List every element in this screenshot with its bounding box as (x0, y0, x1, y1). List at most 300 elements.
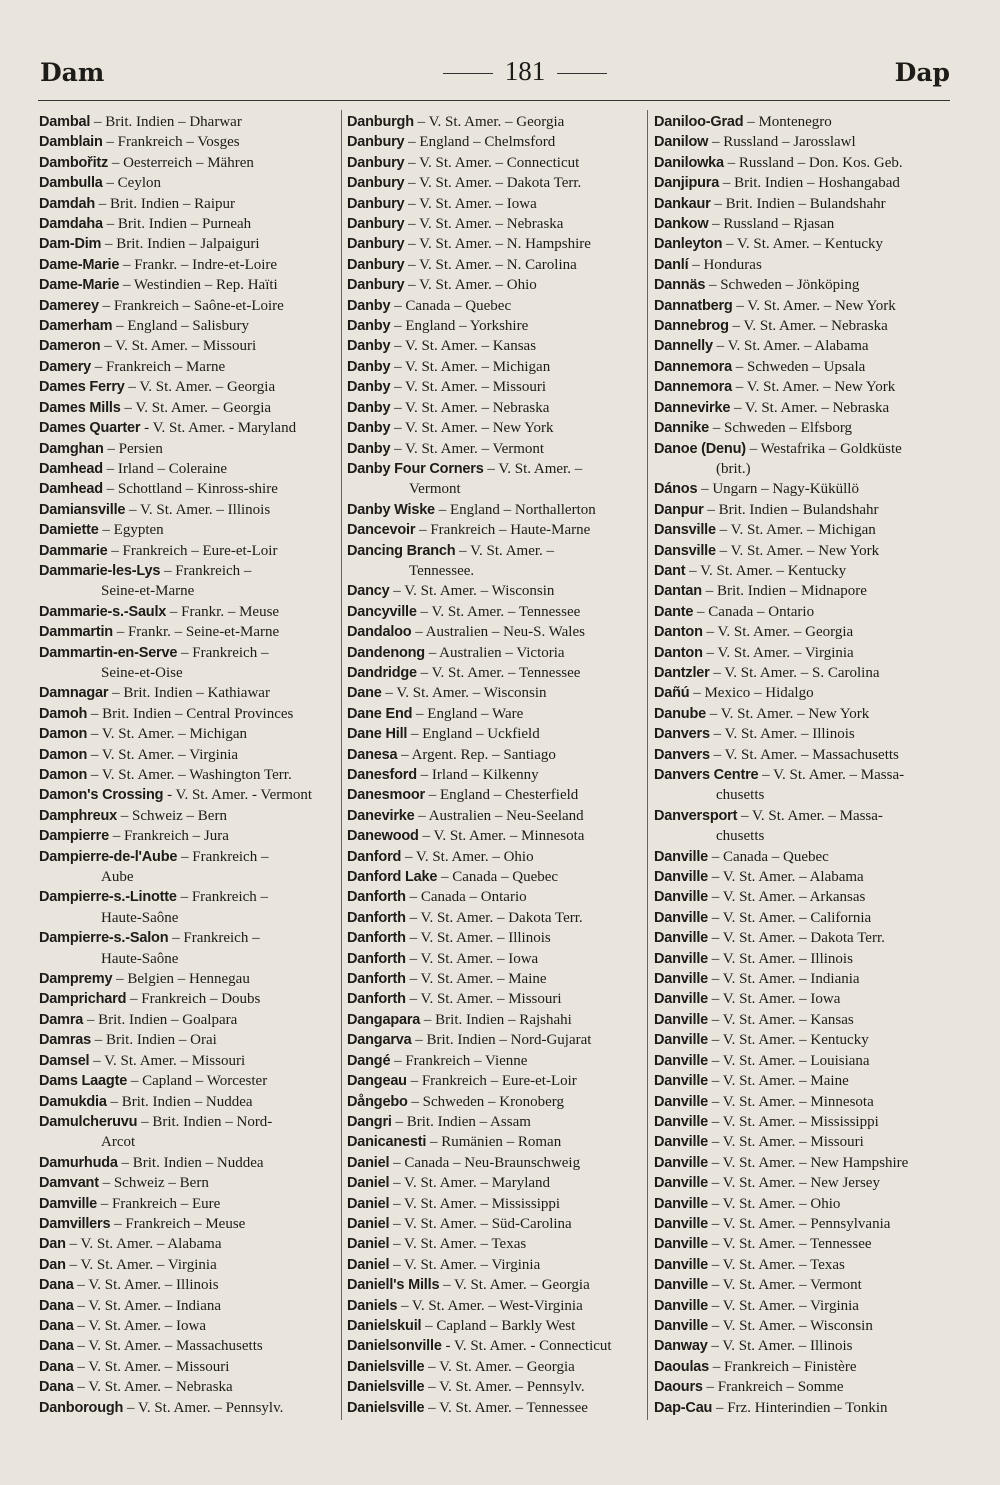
entry-location: – V. St. Amer. – Dakota Terr. (404, 175, 582, 192)
gazetteer-entry (654, 255, 954, 275)
gazetteer-entry (347, 1296, 647, 1316)
entry-location: – Irland – Kilkenny (416, 767, 539, 783)
entry-headword: Daniel (347, 1236, 390, 1253)
entry-headword: Dana (39, 1277, 74, 1294)
entry-headword: Daniels (347, 1297, 398, 1314)
gazetteer-entry (347, 418, 647, 438)
gazetteer-entry (347, 806, 647, 826)
entry-location: – V. St. Amer. – Illinois (405, 930, 551, 947)
gazetteer-entry (347, 785, 647, 805)
entry-headword: Damblain (39, 134, 103, 151)
entry-headword: Danbury (347, 175, 405, 192)
entry-headword: Dam-Dim (39, 236, 102, 253)
entry-location: – V. St. Amer. – Massachusetts (709, 746, 899, 763)
entry-headword: Danlí (654, 256, 689, 273)
entry-location: – V. St. Amer. – Tennessee (416, 664, 581, 681)
entry-location: – V. St. Amer. – N. Carolina (404, 256, 577, 273)
entry-location: – V. St. Amer. – New York (705, 705, 870, 722)
gazetteer-entry (347, 847, 647, 867)
entry-location: – V. St. Amer. – Mississippi (389, 1195, 561, 1212)
entry-headword: Dannemora (654, 358, 732, 375)
entry-location: – Canada – Quebec (437, 869, 559, 886)
entry-location: – Frankr. – Meuse (166, 603, 280, 620)
entry-headword: Danforth (347, 950, 406, 967)
column-divider (647, 110, 648, 1420)
gazetteer-entry (654, 357, 954, 377)
gazetteer-entry (347, 1092, 647, 1112)
gazetteer-entry (654, 439, 954, 480)
entry-location: – V. St. Amer. – Missouri (89, 1052, 246, 1069)
entry-location: – V. St. Amer. – Tennessee (416, 603, 581, 620)
entry-headword: Danforth (347, 991, 406, 1008)
entry-headword: Danforth (347, 889, 406, 906)
entry-headword: Dames Mills (39, 399, 121, 416)
entry-headword: Danville (654, 1175, 709, 1192)
entry-location: – Frankreich – Eure-et-Loir (406, 1073, 577, 1090)
entry-headword: Dankow (654, 216, 709, 233)
gazetteer-entry (39, 1010, 339, 1030)
entry-headword: Danforth (347, 930, 406, 947)
entry-headword: Danville (654, 1297, 709, 1314)
gazetteer-entry (347, 214, 647, 234)
entry-location: – Australien – Neu-Seeland (414, 807, 584, 824)
gazetteer-entry (347, 153, 647, 173)
entry-headword: Danville (654, 930, 709, 947)
gazetteer-entry (654, 398, 954, 418)
gazetteer-entry (654, 949, 954, 969)
gazetteer-entry (654, 847, 954, 867)
gazetteer-entry (347, 1010, 647, 1030)
entry-location: - V. St. Amer. - Vermont (163, 787, 313, 804)
entry-headword: Daniloo-Grad (654, 114, 744, 130)
entry-continuation: Aube (101, 869, 134, 886)
gazetteer-entry (347, 1051, 647, 1071)
entry-location: – V. St. Amer. – (483, 460, 583, 477)
entry-location: – V. St. Amer. – Nebraska (404, 216, 564, 233)
entry-headword: Danbury (347, 256, 405, 273)
entry-headword: Dana (39, 1297, 74, 1314)
entry-headword: Dane (347, 685, 382, 702)
entry-headword: Dañú (654, 685, 690, 702)
entry-location: – V. St. Amer. – Kentucky (708, 1032, 869, 1049)
gazetteer-entry (347, 132, 647, 152)
column-divider (341, 110, 342, 1420)
entry-location: – V. St. Amer. – Illinois (709, 726, 855, 743)
entry-headword: Danville (654, 1195, 709, 1212)
entry-headword: Danville (654, 1113, 709, 1130)
gazetteer-entry (654, 1153, 954, 1173)
gazetteer-entry (654, 479, 954, 499)
gazetteer-entry (39, 132, 339, 152)
page-number: 181 (504, 56, 546, 86)
entry-headword: Dangarva (347, 1032, 412, 1049)
entry-location: – V. St. Amer. – Virginia (389, 1256, 541, 1273)
entry-location: – V. St. Amer. – Iowa (73, 1317, 207, 1334)
gazetteer-entry (347, 541, 647, 582)
entry-location: – V. St. Amer. – Missouri (73, 1358, 230, 1375)
gazetteer-entry (347, 1255, 647, 1275)
entry-headword: Damprichard (39, 991, 127, 1008)
entry-headword: Danville (654, 1277, 709, 1294)
entry-location: – England – Chesterfield (424, 787, 579, 804)
entry-location: - V. St. Amer. - Connecticut (441, 1338, 612, 1355)
gazetteer-entry (654, 234, 954, 254)
entry-location: – Schweiz – Bern (116, 807, 227, 824)
entry-headword: Danton (654, 644, 703, 661)
entry-location: – V. St. Amer. – Vermont (390, 440, 545, 457)
entry-headword: Danby Wiske (347, 501, 435, 518)
entry-headword: Danville (654, 1032, 709, 1049)
entry-continuation: Haute-Saône (101, 950, 179, 967)
entry-headword: Dana (39, 1379, 74, 1396)
entry-location: – Westindien – Rep. Haïti (119, 277, 278, 294)
entry-location: – V. St. Amer. – Kansas (708, 1011, 854, 1028)
entry-headword: Dane Hill (347, 726, 408, 743)
entry-location: – Brit. Indien – Purneah (102, 216, 252, 233)
gazetteer-entry (39, 1398, 339, 1418)
gazetteer-entry (654, 622, 954, 642)
entry-location: – V. St. Amer. – Ohio (401, 848, 534, 865)
gazetteer-entry (39, 398, 339, 418)
entry-location: – V. St. Amer. – Kentucky (685, 562, 847, 579)
entry-location: – V. St. Amer. – Massa- (737, 807, 883, 824)
gazetteer-entry (39, 765, 339, 785)
entry-location: – Irland – Coleraine (102, 460, 227, 477)
entry-headword: Danilowka (654, 154, 724, 171)
entry-location: – V. St. Amer. – Iowa (404, 195, 537, 212)
gazetteer-entry (654, 1234, 954, 1254)
entry-headword: Danville (654, 991, 709, 1008)
page-header (40, 52, 950, 92)
gazetteer-entry (654, 336, 954, 356)
entry-headword: Danilow (654, 134, 709, 151)
gazetteer-entry (347, 1132, 647, 1152)
entry-headword: Dampremy (39, 971, 113, 988)
entry-headword: Dammartin-en-Serve (39, 644, 178, 661)
gazetteer-entry (347, 622, 647, 642)
gazetteer-entry (39, 643, 339, 684)
gazetteer-entry (347, 336, 647, 356)
gazetteer-entry (39, 1377, 339, 1397)
gazetteer-entry (654, 541, 954, 561)
entry-continuation: chusetts (716, 787, 765, 804)
gazetteer-entry (39, 1234, 339, 1254)
gazetteer-entry (347, 377, 647, 397)
entry-location: – Frz. Hinterindien – Tonkin (712, 1399, 888, 1416)
entry-headword: Damerey (39, 297, 99, 314)
entry-headword: Danville (654, 1093, 709, 1110)
entry-location: – England – Yorkshire (390, 318, 529, 335)
gazetteer-entry (39, 704, 339, 724)
entry-headword: Danjipura (654, 175, 720, 192)
gazetteer-entry (347, 867, 647, 887)
entry-location: – V. St. Amer. – Indiania (708, 971, 860, 988)
entry-location: – Ceylon (102, 175, 162, 192)
gazetteer-entry (654, 663, 954, 683)
header-rule (38, 100, 950, 101)
entry-location: – V. St. Amer. – Dakota Terr. (405, 909, 583, 926)
gazetteer-entry (654, 745, 954, 765)
entry-column-2 (347, 112, 647, 1418)
entry-location: – Brit. Indien – Dharwar (90, 114, 242, 130)
gazetteer-entry (347, 194, 647, 214)
entry-location: – V. St. Amer. – New York (390, 420, 554, 437)
entry-location: – V. St. Amer. – Wisconsin (708, 1317, 873, 1334)
entry-location: – Mexico – Hidalgo (689, 685, 814, 702)
entry-headword: Danforth (347, 909, 406, 926)
gazetteer-entry (654, 418, 954, 438)
gazetteer-entry (654, 194, 954, 214)
gazetteer-entry (347, 908, 647, 928)
gazetteer-entry (347, 398, 647, 418)
entry-headword: Dant (654, 562, 686, 579)
gazetteer-entry (39, 969, 339, 989)
gazetteer-entry (39, 1275, 339, 1295)
entry-location: – V. St. Amer. – Alabama (708, 869, 864, 886)
entry-location: – Rumänien – Roman (426, 1134, 562, 1151)
entry-location: – Belgien – Hennegau (112, 971, 250, 988)
gazetteer-entry (347, 1234, 647, 1254)
entry-headword: Damiette (39, 522, 99, 539)
entry-column-3 (654, 112, 954, 1418)
gazetteer-entry (347, 173, 647, 193)
entry-location: – V. St. Amer. – New York (732, 297, 896, 314)
entry-location: – Australien – Victoria (424, 644, 565, 661)
entry-headword: Danville (654, 1154, 709, 1171)
entry-headword: Dana (39, 1317, 74, 1334)
entry-location: – Honduras (688, 256, 762, 273)
gazetteer-entry (654, 1092, 954, 1112)
entry-location: – V. St. Amer. – Virginia (87, 746, 239, 763)
entry-headword: Dameron (39, 338, 101, 355)
entry-location: – Frankreich – Saône-et-Loire (98, 297, 284, 314)
entry-continuation: Vermont (409, 481, 461, 498)
entry-headword: Danville (654, 889, 709, 906)
entry-headword: Dap-Cau (654, 1399, 713, 1416)
entry-location: – Frankreich – Somme (702, 1379, 844, 1396)
entry-headword: Dangri (347, 1113, 392, 1130)
entry-headword: Damulcheruvu (39, 1113, 138, 1130)
entry-headword: Danby (347, 338, 391, 355)
gazetteer-entry (654, 1173, 954, 1193)
gazetteer-entry (39, 1071, 339, 1091)
entry-location: – V. St. Amer. – Michigan (390, 358, 551, 375)
entry-location: – V. St. Amer. – New Jersey (708, 1175, 880, 1192)
gazetteer-entry (347, 663, 647, 683)
entry-location: – Frankreich – Haute-Marne (415, 522, 591, 539)
entry-headword: Dammarie-les-Lys (39, 562, 161, 579)
entry-headword: Damon's Crossing (39, 787, 164, 804)
entry-headword: Dancing Branch (347, 542, 456, 559)
entry-location: – Canada – Quebec (390, 297, 512, 314)
entry-headword: Damukdia (39, 1093, 107, 1110)
entry-headword: Dangeau (347, 1073, 407, 1090)
gazetteer-entry (654, 867, 954, 887)
entry-headword: Danville (654, 1256, 709, 1273)
entry-headword: Dammarie (39, 542, 108, 559)
gazetteer-entry (347, 234, 647, 254)
entry-location: – Brit. Indien – Orai (91, 1032, 217, 1049)
entry-headword: Danby Four Corners (347, 460, 484, 477)
gazetteer-entry (347, 1112, 647, 1132)
entry-headword: Danielsville (347, 1358, 425, 1375)
entry-location: – Brit. Indien – Jalpaiguri (101, 236, 260, 253)
gazetteer-entry (347, 316, 647, 336)
entry-headword: Dansville (654, 542, 716, 559)
gazetteer-entry (347, 1071, 647, 1091)
entry-location: – V. St. Amer. – Minnesota (708, 1093, 874, 1110)
gazetteer-entry (347, 581, 647, 601)
entry-headword: Dankaur (654, 195, 711, 212)
entry-headword: Damra (39, 1011, 84, 1028)
entry-location: – V. St. Amer. – Pennsylv. (424, 1379, 585, 1396)
entry-headword: Danielskuil (347, 1317, 422, 1334)
entry-headword: Danbury (347, 236, 405, 253)
entry-headword: Dampierre-s.-Linotte (39, 889, 177, 906)
entry-headword: Dannike (654, 420, 710, 437)
entry-location: – V. St. Amer. – Ohio (708, 1195, 841, 1212)
entry-headword: Dams Laagte (39, 1073, 128, 1090)
entry-headword: Damras (39, 1032, 91, 1049)
entry-headword: Damery (39, 358, 91, 375)
entry-location: – Egypten (98, 522, 164, 539)
entry-location: – V. St. Amer. – Illinois (73, 1277, 219, 1294)
entry-location: – V. St. Amer. – Alabama (65, 1236, 222, 1253)
entry-location: – V. St. Amer. – Nebraska (390, 399, 550, 416)
entry-location: – Canada – Ontario (693, 603, 815, 620)
entry-location: – V. St. Amer. – Connecticut (404, 154, 580, 171)
entry-headword: Dansville (654, 522, 716, 539)
entry-location: – V. St. Amer. – S. Carolina (709, 664, 880, 681)
entry-location: – V. St. Amer. – Virginia (65, 1256, 217, 1273)
entry-headword: Dan (39, 1236, 66, 1253)
gazetteer-entry (347, 500, 647, 520)
entry-headword: Dános (654, 481, 698, 498)
entry-headword: Dångebo (347, 1093, 408, 1110)
gazetteer-entry (39, 296, 339, 316)
entry-location: – V. St. Amer. – Ohio (404, 277, 537, 294)
gazetteer-entry (654, 153, 954, 173)
entry-location: – Brit. Indien – Central Provinces (87, 705, 294, 722)
entry-headword: Danville (654, 971, 709, 988)
entry-headword: Dammarie-s.-Saulx (39, 603, 167, 620)
gazetteer-entry (347, 602, 647, 622)
gazetteer-entry (347, 296, 647, 316)
entry-location: – Brit. Indien – Bulandshahr (703, 501, 879, 518)
entry-location: – V. St. Amer. – Maine (708, 1073, 849, 1090)
entry-location: – V. St. Amer. – Arkansas (708, 889, 866, 906)
entry-location: – V. St. Amer. – Georgia (439, 1277, 590, 1294)
entry-headword: Dana (39, 1338, 74, 1355)
gazetteer-entry (654, 908, 954, 928)
entry-headword: Daniell's Mills (347, 1277, 440, 1294)
entry-location: – Australien – Neu-S. Wales (411, 624, 585, 641)
entry-location: – Frankr. – Indre-et-Loire (119, 256, 278, 273)
entry-location: – Schweiz – Bern (98, 1175, 209, 1192)
gazetteer-entry (654, 1398, 954, 1418)
entry-headword: Daniel (347, 1175, 390, 1192)
gazetteer-entry (347, 643, 647, 663)
gazetteer-entry (39, 377, 339, 397)
gazetteer-entry (654, 602, 954, 622)
entry-location: – Schottland – Kinross-shire (102, 481, 278, 498)
gazetteer-entry (654, 887, 954, 907)
entry-headword: Danburgh (347, 114, 414, 130)
entry-location: – Canada – Neu-Braunschweig (389, 1154, 581, 1171)
entry-location: – Schweden – Upsala (731, 358, 866, 375)
gazetteer-entry (39, 1194, 339, 1214)
gazetteer-entry (654, 316, 954, 336)
entry-location: – Capland – Worcester (127, 1073, 268, 1090)
entry-headword: Dane End (347, 705, 413, 722)
entry-headword: Danford (347, 848, 402, 865)
entry-headword: Danbury (347, 154, 405, 171)
gazetteer-entry (39, 214, 339, 234)
entry-location: – V. St. Amer. – Vermont (708, 1277, 862, 1294)
entry-location: – V. St. Amer. – Georgia (702, 624, 854, 641)
entry-location: – V. St. Amer. – Michigan (715, 522, 876, 539)
gazetteer-entry (347, 112, 647, 132)
gazetteer-entry (39, 336, 339, 356)
entry-headword: Danton (654, 624, 703, 641)
entry-location: – Russland – Jarosslawl (708, 134, 856, 151)
entry-location: – Frankreich – (177, 644, 269, 661)
entry-headword: Dames Quarter (39, 420, 141, 437)
gazetteer-entry (39, 1357, 339, 1377)
entry-location: – V. St. Amer. – Texas (708, 1256, 845, 1273)
entry-location: – V. St. Amer. – Maine (405, 971, 547, 988)
entry-location: – England – Chelmsford (404, 134, 556, 151)
entry-location: – Schweden – Kronoberg (407, 1093, 564, 1110)
entry-headword: Dannelly (654, 338, 713, 355)
entry-headword: Danville (654, 848, 709, 865)
entry-headword: Damon (39, 726, 88, 743)
entry-location: – Frankreich – Vienne (390, 1052, 528, 1069)
gazetteer-entry (39, 1173, 339, 1193)
gazetteer-entry (347, 255, 647, 275)
entry-headword: Dandaloo (347, 624, 412, 641)
gazetteer-entry (347, 1030, 647, 1050)
entry-location: – V. St. Amer. – Georgia (124, 379, 276, 396)
entry-location: – V. St. Amer. – Illinois (707, 1338, 853, 1355)
entry-location: – Frankreich – Meuse (110, 1215, 246, 1232)
entry-headword: Dames Ferry (39, 379, 125, 396)
gazetteer-entry (654, 1030, 954, 1050)
gazetteer-entry (39, 1255, 339, 1275)
entry-headword: Dampierre-s.-Salon (39, 930, 169, 947)
entry-headword: Damphreux (39, 807, 117, 824)
gazetteer-entry (39, 500, 339, 520)
gazetteer-entry (39, 1051, 339, 1071)
gazetteer-entry (347, 887, 647, 907)
entry-location: – Schweden – Jönköping (705, 277, 860, 294)
gazetteer-entry (347, 989, 647, 1009)
gazetteer-entry (347, 275, 647, 295)
entry-location: – V. St. Amer. – Missouri (390, 379, 547, 396)
gazetteer-entry (347, 724, 647, 744)
entry-headword: Dannäs (654, 277, 706, 294)
entry-headword: Danville (654, 1134, 709, 1151)
gazetteer-entry (39, 173, 339, 193)
entry-location: – V. St. Amer. – Georgia (413, 114, 565, 130)
entry-headword: Danielsonville (347, 1338, 442, 1355)
gazetteer-entry (347, 928, 647, 948)
entry-headword: Daours (654, 1379, 703, 1396)
entry-location: – V. St. Amer. – Texas (389, 1236, 527, 1253)
entry-headword: Damnagar (39, 685, 109, 702)
gazetteer-entry (654, 1296, 954, 1316)
gazetteer-entry (39, 275, 339, 295)
